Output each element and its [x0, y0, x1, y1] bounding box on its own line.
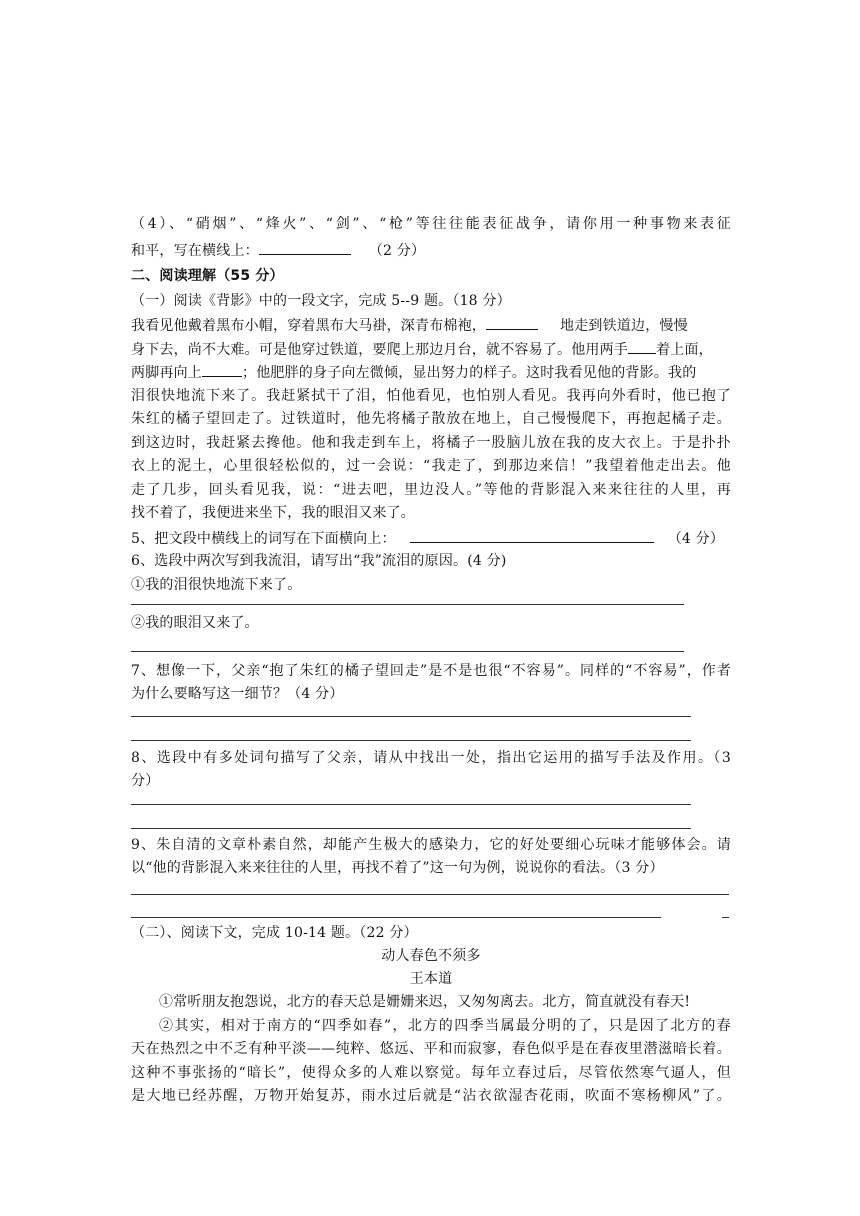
q6-answer-line-1[interactable]	[131, 604, 684, 605]
question-9-line2: 以“他的背影混入来来往往的人里，再找不着了”这一句为例，说说你的看法。（3 分）	[131, 860, 664, 876]
passage-blank-2	[628, 338, 656, 354]
passage-text: 着上面，	[656, 342, 713, 358]
q6-item-1: ①我的泪很快地流下来了。	[131, 577, 302, 593]
passage-blank-3	[202, 361, 242, 377]
article-paragraph-1: ①常听朋友抱怨说，北方的春天总是姗姗来迟，又匆匆离去。北方，简直就没有春天!	[159, 994, 691, 1010]
passage-line: 朱红的橘子望回走了。过铁道时，他先将橘子散放在地上，自己慢慢爬下，再抱起橘子走。	[131, 411, 731, 427]
q4-line1: （4）、“硝烟”、“烽火”、“剑”、“枪”等往往能表征战争，请你用一种事物来表征	[131, 216, 731, 232]
q4-line2	[131, 239, 731, 262]
article-paragraph-2-line4: 是大地已经苏醒，万物开始复苏，雨水过后就是“沾衣欲湿杏花雨，吹面不寒杨柳风”了。	[131, 1088, 731, 1104]
q4-score: （2 分）	[368, 243, 426, 259]
article-paragraph-2-line3: 这种不事张扬的“暗长”，使得众多的人难以察觉。每年立春过后，尽管依然寒气逼人，但	[131, 1065, 731, 1081]
article-title: 动人春色不须多	[381, 948, 481, 964]
q7-answer-line-1[interactable]	[131, 716, 691, 717]
article-paragraph-2-line1: ②其实，相对于南方的“四季如春”，北方的四季当属最分明的了，只是因了北方的春	[159, 1018, 731, 1034]
passage-line	[131, 361, 731, 384]
question-7-line2: 为什么要略写这一细节？（4 分）	[131, 686, 344, 702]
q5-prompt: 5、把文段中横线上的词写在下面横向上：	[131, 531, 396, 547]
question-8-line1: 8、选段中有多处词句描写了父亲，请从中找出一处，指出它运用的描写手法及作用。（3	[131, 750, 731, 766]
passage-text: 两脚再向上	[131, 365, 202, 381]
passage-line: 到这边时，我赶紧去搀他。他和我走到车上，将橘子一股脑儿放在我的皮大衣上。于是扑扑	[131, 435, 731, 451]
q8-answer-line-2[interactable]	[131, 828, 691, 829]
part2-intro: （二）、阅读下文，完成 10-14 题。（22 分）	[131, 925, 418, 941]
passage-blank-1	[486, 314, 538, 330]
passage-line: 泪很快地流下来了。我赶紧拭干了泪，怕他看见，也怕别人看见。我再向外看时，他已抱了	[131, 388, 731, 404]
part1-intro: （一）阅读《背影》中的一段文字，完成 5--9 题。（18 分）	[131, 293, 511, 309]
q9-answer-line-end	[722, 917, 729, 918]
passage-line: 找不着了，我便进来坐下，我的眼泪又来了。	[131, 505, 415, 521]
q8-answer-line-1[interactable]	[131, 804, 691, 805]
passage-text: 身下去，尚不大难。可是他穿过铁道，要爬上那边月台，就不容易了。他用两手	[131, 342, 628, 358]
question-6: 6、选段中两次写到我流泪，请写出“我”流泪的原因。(4 分)	[131, 553, 507, 569]
passage-text: 地走到铁道边，慢慢	[560, 318, 688, 334]
q9-answer-line-2[interactable]	[131, 917, 661, 918]
q6-answer-line-2[interactable]	[131, 651, 684, 652]
passage-text: 我看见他戴着黑布小帽，穿着黑布大马褂，深青布棉袍，	[131, 318, 486, 334]
passage-text: ；他肥胖的身子向左微倾，显出努力的样子。这时我看见他的背影。我的	[242, 365, 697, 381]
q4-answer-blank[interactable]	[259, 239, 351, 255]
passage-line: 走了几步，回头看见我，说：“进去吧，里边没人。”等他的背影混入来来往往的人里，再	[131, 482, 731, 498]
q4-prompt: 和平，写在横线上：	[131, 243, 259, 259]
q9-answer-line-1[interactable]	[131, 894, 729, 895]
q6-item-2: ②我的眼泪又来了。	[131, 615, 259, 631]
article-author: 王本道	[409, 971, 453, 987]
q7-answer-line-2[interactable]	[131, 740, 691, 741]
q5-answer-blank[interactable]	[410, 527, 654, 543]
question-9-line1: 9、朱自清的文章朴素自然，却能产生极大的感染力，它的好处要细心玩味才能够体会。请	[131, 837, 731, 853]
q5-score: （4 分）	[667, 531, 725, 547]
article-paragraph-2-line2: 天在热烈之中不乏有种平淡——纯粹、悠远、平和而寂寥，春色似乎是在春夜里潜滋暗长着。	[131, 1041, 731, 1057]
passage-line	[131, 338, 731, 361]
section2-title: 二、阅读理解（55 分）	[131, 268, 284, 284]
passage-line: 衣上的泥土，心里很轻松似的，过一会说：“我走了，到那边来信！”我望着他走出去。他	[131, 458, 731, 474]
passage-line	[131, 314, 731, 337]
question-8-line2: 分）	[131, 773, 160, 789]
question-5	[131, 527, 731, 550]
question-7-line1: 7、想像一下，父亲“抱了朱红的橘子望回走”是不是也很“不容易”。同样的“不容易”，作者	[131, 663, 731, 679]
